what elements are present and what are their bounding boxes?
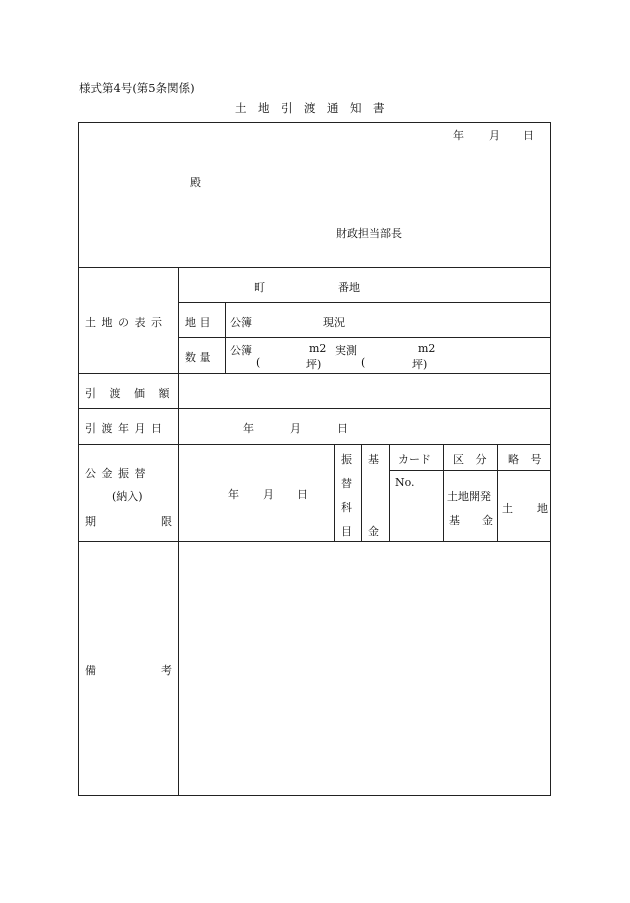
deadline-label-b: 限 (161, 515, 172, 528)
divider (497, 444, 498, 541)
remarks-label-a: 備 (85, 664, 96, 677)
transfer-date-month: 月 (290, 422, 301, 435)
divider (178, 267, 179, 796)
divider (361, 444, 362, 541)
payment-label: (納入) (112, 490, 143, 503)
registry-tsubo-open: ( (256, 356, 261, 369)
date-year: 年 (453, 129, 464, 142)
land-display-label: 土 地 の 表 示 (85, 316, 163, 329)
deadline-year: 年 (228, 488, 239, 501)
transfer-date-year: 年 (243, 422, 254, 435)
quantity-label: 数 量 (185, 351, 211, 364)
sender-title: 財政担当部長 (336, 227, 402, 240)
divider (78, 444, 551, 445)
divider (389, 470, 551, 471)
divider (78, 541, 551, 542)
date-month: 月 (489, 129, 500, 142)
measured-tsubo-unit: 坪) (412, 358, 428, 371)
transfer-date-day: 日 (337, 422, 348, 435)
registry-label: 公簿 (230, 316, 252, 329)
fund-label-bottom: 金 (368, 525, 379, 538)
transfer-account-char-4: 目 (341, 525, 352, 538)
public-fund-transfer-label: 公 金 振 替 (85, 467, 147, 480)
form-reference: 様式第4号(第5条関係) (79, 81, 195, 95)
card-header: カード (398, 453, 431, 466)
divider (389, 444, 390, 541)
divider (78, 267, 551, 268)
registry-area-unit: m2 (309, 342, 327, 355)
measured-tsubo-open: ( (361, 356, 366, 369)
transfer-date-label: 引 渡 年 月 日 (85, 422, 163, 435)
town-label: 町 (254, 281, 265, 294)
category-value-line2b: 金 (482, 514, 493, 527)
divider (78, 373, 551, 374)
transfer-account-char-2: 替 (341, 477, 352, 490)
current-status-label: 現況 (323, 316, 345, 329)
addressee-suffix: 殿 (190, 176, 201, 189)
divider (443, 444, 444, 541)
abbreviation-header: 略 号 (508, 453, 546, 466)
category-value-line2a: 基 (449, 514, 460, 527)
abbreviation-value-a: 土 (502, 502, 513, 515)
document-title: 土 地 引 渡 通 知 書 (235, 101, 385, 115)
date-day: 日 (523, 129, 534, 142)
divider (225, 302, 226, 373)
transfer-account-char-1: 振 (341, 453, 352, 466)
divider (334, 444, 335, 541)
registry-area-label: 公簿 (230, 344, 252, 357)
category-header: 区 分 (453, 453, 491, 466)
land-category-label: 地 目 (185, 316, 211, 329)
transfer-price-label: 引 渡 価 額 (85, 387, 175, 400)
deadline-label-a: 期 (85, 515, 96, 528)
transfer-account-char-3: 科 (341, 501, 352, 514)
deadline-month: 月 (263, 488, 274, 501)
category-value-line1: 土地開発 (447, 490, 491, 503)
card-number-label: No. (395, 476, 415, 489)
measured-area-label: 実測 (335, 344, 357, 357)
deadline-day: 日 (297, 488, 308, 501)
divider (178, 302, 551, 303)
divider (178, 337, 551, 338)
registry-tsubo-unit: 坪) (306, 358, 322, 371)
abbreviation-value-b: 地 (537, 502, 548, 515)
divider (78, 408, 551, 409)
lot-number-label: 番地 (338, 281, 360, 294)
fund-label-top: 基 (368, 453, 379, 466)
remarks-label-b: 考 (161, 664, 172, 677)
measured-area-unit: m2 (418, 342, 436, 355)
